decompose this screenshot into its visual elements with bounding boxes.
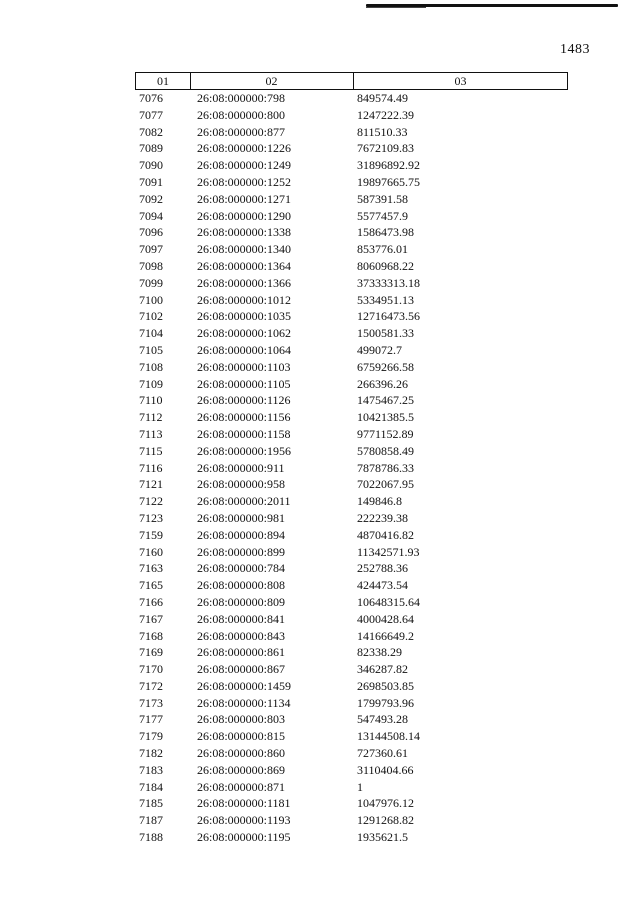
value-cell: 82338.29 (357, 645, 402, 660)
row-number-cell: 7187 (139, 813, 163, 828)
cadastral-number-cell: 26:08:000000:1338 (197, 225, 292, 240)
row-number-cell: 7168 (139, 628, 163, 643)
row-number-cell: 7167 (139, 611, 163, 626)
row-number-cell: 7115 (139, 443, 163, 458)
cadastral-number-cell: 26:08:000000:808 (197, 578, 286, 593)
table-row (135, 191, 568, 208)
cadastral-number-cell: 26:08:000000:1459 (197, 678, 292, 693)
value-cell: 31896892.92 (357, 158, 420, 173)
row-number-cell: 7076 (139, 91, 163, 105)
cadastral-number-cell: 26:08:000000:1062 (197, 326, 292, 341)
value-cell: 13144508.14 (357, 729, 420, 744)
row-number-cell: 7184 (139, 779, 163, 794)
row-number-cell: 7090 (139, 158, 163, 173)
row-number-cell: 7105 (139, 342, 163, 357)
table-row (135, 241, 568, 258)
cadastral-number-cell: 26:08:000000:1340 (197, 242, 292, 257)
row-number-cell: 7098 (139, 258, 163, 273)
table-row (135, 224, 568, 241)
table-row (135, 174, 568, 191)
row-number-cell: 7185 (139, 796, 163, 811)
cadastral-number-cell: 26:08:000000:981 (197, 510, 286, 525)
row-number-cell: 7102 (139, 309, 163, 324)
table-row (135, 829, 568, 846)
value-cell: 547493.28 (357, 712, 408, 727)
cadastral-number-cell: 26:08:000000:867 (197, 662, 286, 677)
value-cell: 1247222.39 (357, 107, 414, 122)
table-row (135, 359, 568, 376)
value-cell: 10648315.64 (357, 594, 420, 609)
table-row (135, 695, 568, 712)
value-cell: 4000428.64 (357, 611, 414, 626)
table-row (135, 409, 568, 426)
table-row (135, 292, 568, 309)
table-row (135, 611, 568, 628)
row-number-cell: 7169 (139, 645, 163, 660)
cadastral-number-cell: 26:08:000000:899 (197, 544, 286, 559)
row-number-cell: 7173 (139, 695, 163, 710)
cadastral-number-cell: 26:08:000000:911 (197, 460, 285, 475)
value-cell: 2698503.85 (357, 678, 414, 693)
cadastral-number-cell: 26:08:000000:1156 (197, 410, 291, 425)
value-cell: 4870416.82 (357, 527, 414, 542)
cadastral-number-cell: 26:08:000000:809 (197, 594, 286, 609)
table-row (135, 493, 568, 510)
page-number: 1483 (560, 42, 590, 57)
value-cell: 1586473.98 (357, 225, 414, 240)
value-cell: 19897665.75 (357, 174, 420, 189)
value-cell: 5577457.9 (357, 208, 408, 223)
value-cell: 811510.33 (357, 124, 408, 139)
cadastral-number-cell: 26:08:000000:894 (197, 527, 286, 542)
row-number-cell: 7163 (139, 561, 163, 576)
value-cell: 12716473.56 (357, 309, 420, 324)
row-number-cell: 7159 (139, 527, 163, 542)
row-number-cell: 7082 (139, 124, 163, 139)
cadastral-number-cell: 26:08:000000:1193 (197, 813, 291, 828)
table-row (135, 476, 568, 493)
cadastral-number-cell: 26:08:000000:1103 (197, 359, 291, 374)
cadastral-number-cell: 26:08:000000:1290 (197, 208, 292, 223)
row-number-cell: 7170 (139, 662, 163, 677)
table-row (135, 426, 568, 443)
cadastral-number-cell: 26:08:000000:800 (197, 107, 286, 122)
column-header-01: 01 (136, 73, 191, 89)
row-number-cell: 7110 (139, 393, 163, 408)
table-header (135, 72, 568, 90)
value-cell: 7022067.95 (357, 477, 414, 492)
value-cell: 6759266.58 (357, 359, 414, 374)
row-number-cell: 7108 (139, 359, 163, 374)
table-row (135, 544, 568, 561)
cadastral-number-cell: 26:08:000000:843 (197, 628, 286, 643)
header-rule-thin (366, 7, 426, 8)
value-cell: 5334951.13 (357, 292, 414, 307)
row-number-cell: 7177 (139, 712, 163, 727)
row-number-cell: 7116 (139, 460, 163, 475)
table-row (135, 208, 568, 225)
row-number-cell: 7121 (139, 477, 163, 492)
row-number-cell: 7099 (139, 275, 163, 290)
cadastral-number-cell: 26:08:000000:1012 (197, 292, 292, 307)
table-row (135, 745, 568, 762)
cadastral-number-cell: 26:08:000000:1226 (197, 141, 292, 156)
table-row (135, 157, 568, 174)
row-number-cell: 7113 (139, 426, 163, 441)
table-row (135, 258, 568, 275)
cadastral-number-cell: 26:08:000000:841 (197, 611, 286, 626)
value-cell: 11342571.93 (357, 544, 420, 559)
cadastral-number-cell: 26:08:000000:1249 (197, 158, 292, 173)
cadastral-number-cell: 26:08:000000:869 (197, 762, 286, 777)
table-row (135, 342, 568, 359)
cadastral-number-cell: 26:08:000000:871 (197, 779, 286, 794)
row-number-cell: 7109 (139, 376, 163, 391)
value-cell: 1935621.5 (357, 830, 408, 845)
table-row (135, 527, 568, 544)
row-number-cell: 7097 (139, 242, 163, 257)
value-cell: 7878786.33 (357, 460, 414, 475)
value-cell: 14166649.2 (357, 628, 414, 643)
row-number-cell: 7092 (139, 191, 163, 206)
table-row (135, 628, 568, 645)
table-row (135, 711, 568, 728)
value-cell: 727360.61 (357, 746, 408, 761)
value-cell: 1047976.12 (357, 796, 414, 811)
table-row (135, 644, 568, 661)
cadastral-number-cell: 26:08:000000:1956 (197, 443, 292, 458)
value-cell: 1500581.33 (357, 326, 414, 341)
value-cell: 222239.38 (357, 510, 408, 525)
value-cell: 587391.58 (357, 191, 408, 206)
value-cell: 1 (357, 779, 363, 794)
value-cell: 10421385.5 (357, 410, 414, 425)
table-row (135, 443, 568, 460)
value-cell: 9771152.89 (357, 426, 414, 441)
row-number-cell: 7096 (139, 225, 163, 240)
value-cell: 8060968.22 (357, 258, 414, 273)
cadastral-number-cell: 26:08:000000:1271 (197, 191, 292, 206)
column-header-02: 02 (190, 73, 354, 89)
row-number-cell: 7089 (139, 141, 163, 156)
row-number-cell: 7077 (139, 107, 163, 122)
value-cell: 3110404.66 (357, 762, 414, 777)
table-row (135, 140, 568, 157)
row-number-cell: 7165 (139, 578, 163, 593)
table-row (135, 275, 568, 292)
table-row (135, 392, 568, 409)
data-table (135, 72, 568, 846)
table-row (135, 779, 568, 796)
cadastral-number-cell: 26:08:000000:1126 (197, 393, 291, 408)
row-number-cell: 7179 (139, 729, 163, 744)
value-cell: 1291268.82 (357, 813, 414, 828)
row-number-cell: 7104 (139, 326, 163, 341)
value-cell: 853776.01 (357, 242, 408, 257)
cadastral-number-cell: 26:08:000000:861 (197, 645, 286, 660)
value-cell: 252788.36 (357, 561, 408, 576)
value-cell: 849574.49 (357, 91, 408, 105)
row-number-cell: 7112 (139, 410, 163, 425)
cadastral-number-cell: 26:08:000000:2011 (197, 494, 291, 509)
table-row (135, 308, 568, 325)
cadastral-number-cell: 26:08:000000:1252 (197, 174, 292, 189)
cadastral-number-cell: 26:08:000000:803 (197, 712, 286, 727)
table-row (135, 90, 568, 107)
table-row (135, 577, 568, 594)
value-cell: 1799793.96 (357, 695, 414, 710)
column-header-03: 03 (454, 74, 467, 88)
row-number-cell: 7182 (139, 746, 163, 761)
row-number-cell: 7091 (139, 174, 163, 189)
value-cell: 1475467.25 (357, 393, 414, 408)
cadastral-number-cell: 26:08:000000:784 (197, 561, 286, 576)
row-number-cell: 7123 (139, 510, 163, 525)
cadastral-number-cell: 26:08:000000:1105 (197, 376, 291, 391)
table-row (135, 728, 568, 745)
row-number-cell: 7166 (139, 594, 163, 609)
cadastral-number-cell: 26:08:000000:798 (197, 91, 286, 105)
table-body (135, 90, 568, 846)
value-cell: 346287.82 (357, 662, 408, 677)
value-cell: 5780858.49 (357, 443, 414, 458)
table-row (135, 762, 568, 779)
row-number-cell: 7183 (139, 762, 163, 777)
table-row (135, 560, 568, 577)
cadastral-number-cell: 26:08:000000:1035 (197, 309, 292, 324)
cadastral-number-cell: 26:08:000000:958 (197, 477, 286, 492)
cadastral-number-cell: 26:08:000000:1366 (197, 275, 292, 290)
table-row (135, 795, 568, 812)
table-row (135, 594, 568, 611)
row-number-cell: 7094 (139, 208, 163, 223)
row-number-cell: 7188 (139, 830, 163, 845)
table-row (135, 510, 568, 527)
row-number-cell: 7172 (139, 678, 163, 693)
cadastral-number-cell: 26:08:000000:815 (197, 729, 286, 744)
cadastral-number-cell: 26:08:000000:1195 (197, 830, 291, 845)
value-cell: 149846.8 (357, 494, 402, 509)
table-row (135, 460, 568, 477)
table-row (135, 107, 568, 124)
table-row (135, 661, 568, 678)
table-row (135, 124, 568, 141)
value-cell: 266396.26 (357, 376, 408, 391)
value-cell: 499072.7 (357, 342, 402, 357)
table-row (135, 678, 568, 695)
cadastral-number-cell: 26:08:000000:860 (197, 746, 286, 761)
value-cell: 424473.54 (357, 578, 408, 593)
row-number-cell: 7122 (139, 494, 163, 509)
cadastral-number-cell: 26:08:000000:1181 (197, 796, 291, 811)
cadastral-number-cell: 26:08:000000:1364 (197, 258, 292, 273)
value-cell: 37333313.18 (357, 275, 420, 290)
cadastral-number-cell: 26:08:000000:1134 (197, 695, 291, 710)
row-number-cell: 7100 (139, 292, 163, 307)
row-number-cell: 7160 (139, 544, 163, 559)
value-cell: 7672109.83 (357, 141, 414, 156)
table-row (135, 812, 568, 829)
cadastral-number-cell: 26:08:000000:1064 (197, 342, 292, 357)
table-row (135, 325, 568, 342)
cadastral-number-cell: 26:08:000000:877 (197, 124, 286, 139)
table-row (135, 376, 568, 393)
cadastral-number-cell: 26:08:000000:1158 (197, 426, 291, 441)
